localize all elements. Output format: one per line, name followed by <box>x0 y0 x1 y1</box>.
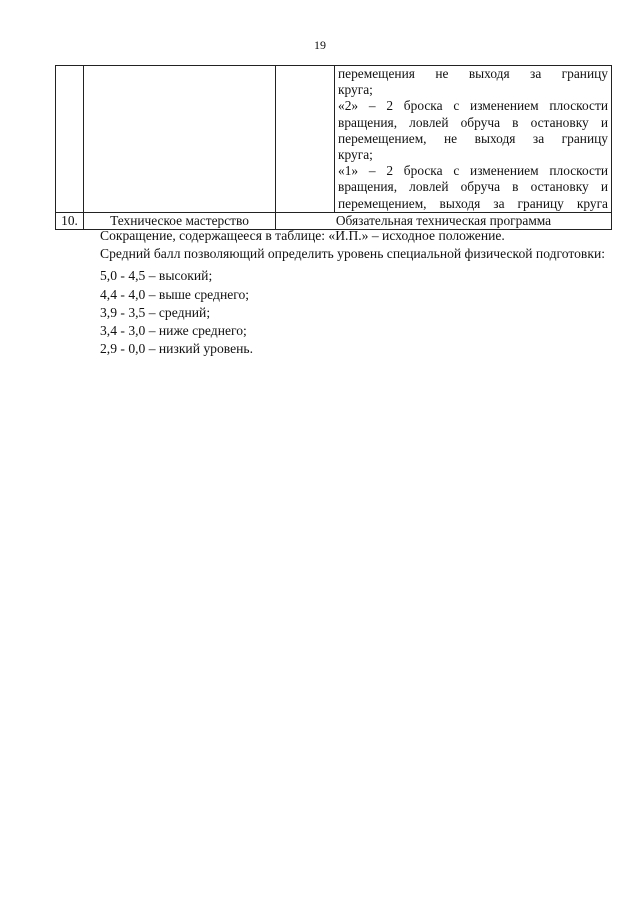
grade-item: 3,4 - 3,0 – ниже среднего; <box>100 323 247 339</box>
criteria-line: перемещения не выходя за границу <box>338 66 608 81</box>
page-number: 19 <box>314 38 326 52</box>
abbreviation-note: Сокращение, содержащееся в таблице: «И.П.» – исходное положение. <box>100 228 505 243</box>
empty-cell <box>276 66 335 213</box>
criteria-line: перемещением, выходя за границу круга <box>338 195 608 211</box>
criteria-line: вращения, ловлей обруча в остановку и <box>338 179 608 195</box>
standards-table <box>55 65 612 230</box>
grade-item: 5,0 - 4,5 – высокий; <box>100 268 213 284</box>
grade-item: 3,9 - 3,5 – средний; <box>100 304 211 320</box>
criteria-line: круга; <box>338 82 373 98</box>
criteria-line: круга; <box>338 147 373 163</box>
criteria-line: «1» – 2 броска с изменением плоскости <box>338 163 608 179</box>
test-name-cell <box>84 66 276 213</box>
table-row <box>56 66 612 213</box>
program-cell: Обязательная техническая программа <box>276 212 612 229</box>
criteria-cell <box>335 66 612 213</box>
grade-item: 2,9 - 0,0 – низкий уровень. <box>100 341 254 357</box>
criteria-line: «2» – 2 броска с изменением плоскости <box>338 98 608 114</box>
row-number-cell <box>56 66 84 213</box>
average-score-intro: Средний балл позволяющий определить уровень специальной физической подготовки: <box>100 246 605 262</box>
criteria-line: вращения, ловлей обруча в остановку и <box>338 114 608 130</box>
row-number: 10. <box>56 212 84 229</box>
body-text <box>62 227 611 358</box>
grade-item: 4,4 - 4,0 – выше среднего; <box>100 286 250 302</box>
grade-list <box>62 267 611 358</box>
test-name: Техническое мастерство <box>84 212 276 229</box>
criteria-line: перемещением, не выходя за границу <box>338 130 608 146</box>
